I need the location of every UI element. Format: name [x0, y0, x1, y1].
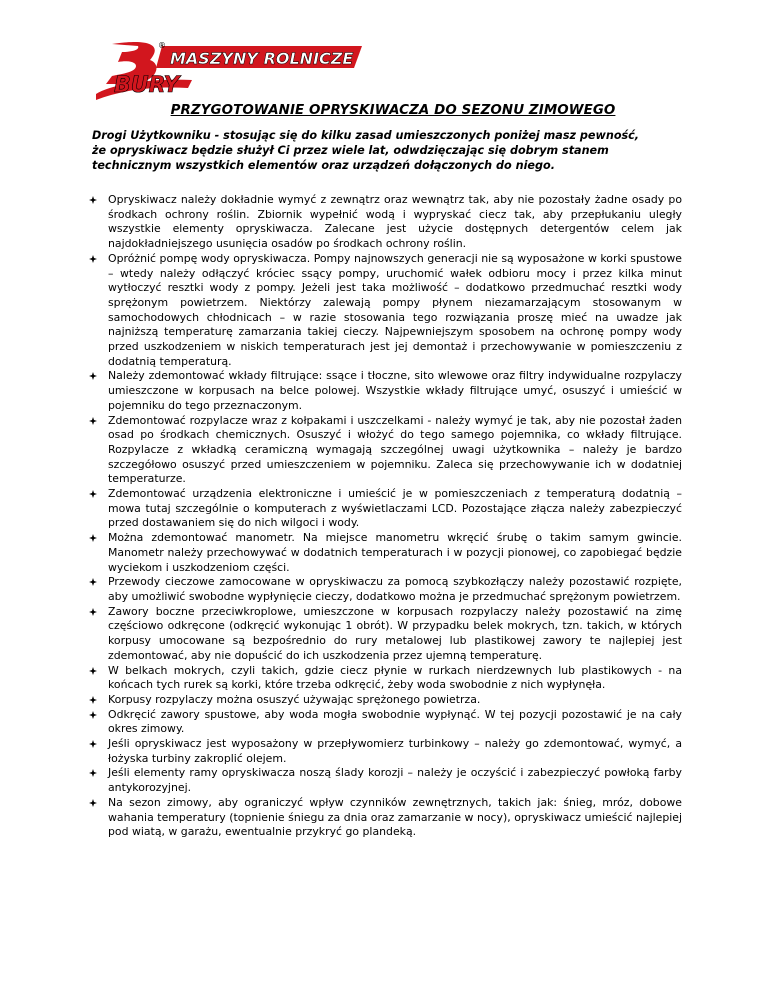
diamond-bullet-icon: [88, 664, 98, 678]
diamond-glyph: [89, 534, 97, 542]
bury-logo-graphic: [92, 38, 362, 104]
list-item-text: Korpusy rozpylaczy można osuszyć używając sprężonego powietrza.: [108, 692, 481, 706]
diamond-glyph: [89, 196, 97, 204]
diamond-glyph: [89, 711, 97, 719]
diamond-bullet-icon: [88, 737, 98, 751]
list-item: [88, 737, 682, 766]
list-item: [88, 766, 682, 795]
list-item-text: Zdemontować rozpylacze wraz z kołpakami i uszczelkami - należy wymyć je tak, aby nie pozostał żaden osad po środkach chemicznych. Osuszyć i włożyć do tego samego pojemnika, co wkłady filtrujące. Rozpylacze z wkładką ceramiczną wymagają szczególnej uwagi użytkownika – należy je bardzo szczegółowo osuszyć przed umieszczeniem w pojemniku. Zaleca się przechowywanie ich w dodatniej temperaturze.: [108, 413, 682, 486]
diamond-bullet-icon: [88, 531, 98, 545]
page-title: PRZYGOTOWANIE OPRYSKIWACZA DO SEZONU ZIMOWEGO: [170, 103, 616, 118]
diamond-glyph: [89, 417, 97, 425]
diamond-glyph: [89, 667, 97, 675]
instruction-list: [88, 193, 682, 840]
registered-mark: ®: [158, 41, 166, 50]
diamond-glyph: [89, 578, 97, 586]
diamond-glyph: [89, 608, 97, 616]
diamond-bullet-icon: [88, 487, 98, 501]
diamond-glyph: [89, 490, 97, 498]
list-item-text: Opryskiwacz należy dokładnie wymyć z zewnątrz oraz wewnątrz tak, aby nie pozostały żadne osady po środkach ochrony roślin. Zbiornik wypełnić wodą i wypryskać ciecz tak, aby przepłukaniu uległy wszystkie elementy opryskiwacza. Zalecane jest użycie dostępnych detergentów celem jak najdokładniejszego usunięcia osadów po środkach ochrony roślin.: [108, 193, 682, 251]
diamond-bullet-icon: [88, 193, 98, 207]
list-item: [88, 708, 682, 737]
list-item-text: Opróżnić pompę wody opryskiwacza. Pompy najnowszych generacji nie są wyposażone w korki spustowe – wtedy należy odłączyć króciec ssący pompy, uruchomić wałek odbioru mocy i przez kilka minut wytłoczyć resztki wody z pompy. Jeżeli jest taka możliwość – dodatkowo przedmuchać resztki wody sprężonym powietrzem. Niektórzy zalewają pompy płynem niezamarzającym stosowanym w samochodowych chłodnicach – w razie stosowania tego rozwiązania proszę mieć na uwadze jak najniższą temperaturę zamarzania takiej cieczy. Najpewniejszym sposobem na ochronę pompy wody przed uszkodzeniem w niskich temperaturach jest jej demontaż i przechowywanie w pomieszczeniu z dodatnią temperaturą.: [108, 251, 682, 368]
diamond-glyph: [89, 696, 97, 704]
intro-line: Drogi Użytkowniku - stosując się do kilku zasad umieszczonych poniżej masz pewność,: [92, 129, 640, 142]
diamond-glyph: [89, 769, 97, 777]
list-item-text: Można zdemontować manometr. Na miejsce manometru wkręcić śrubę o takim samym gwincie. Manometr należy przechowywać w dodatnich temperaturach i w pozycji pionowej, co zapobiegać będzie wyciekom i uszkodzeniom części.: [108, 531, 682, 574]
list-item: [88, 531, 682, 575]
list-item: [88, 664, 682, 693]
list-item-text: Odkręcić zawory spustowe, aby woda mogła swobodnie wypłynąć. W tej pozycji pozostawić je na cały okres zimowy.: [108, 707, 682, 736]
list-item-text: Jeśli elementy ramy opryskiwacza noszą ślady korozji – należy je oczyścić i zabezpieczyć powłoką farby antykorozyjnej.: [108, 766, 682, 795]
list-item: [88, 605, 682, 664]
intro-paragraph: [92, 128, 682, 173]
list-item-text: Należy zdemontować wkłady filtrujące: ssące i tłoczne, sito wlewowe oraz filtry indywidualne rozpylaczy umieszczone w korpusach na belce polowej. Wszystkie wkłady filtrujące umyć, osuszyć i umieścić w pojemniku do tego przeznaczonym.: [108, 369, 682, 412]
diamond-glyph: [89, 372, 97, 380]
diamond-bullet-icon: [88, 575, 98, 589]
logo-brand-text: BURY: [114, 73, 180, 98]
list-item: [88, 414, 682, 488]
list-item: [88, 693, 682, 708]
diamond-bullet-icon: [88, 369, 98, 383]
list-item: [88, 796, 682, 840]
list-item: [88, 487, 682, 531]
diamond-bullet-icon: [88, 766, 98, 780]
logo-tagline-text: MASZYNY ROLNICZE: [170, 49, 354, 68]
list-item: [88, 575, 682, 604]
diamond-glyph: [89, 740, 97, 748]
list-item: [88, 193, 682, 252]
diamond-glyph: [89, 799, 97, 807]
list-item-text: Przewody cieczowe zamocowane w opryskiwaczu za pomocą szybkozłączy należy pozostawić rozpięte, aby umożliwić swobodne wypłynięcie cieczy, dodatkowo można je przedmuchać sprężonym powietrzem.: [108, 575, 682, 603]
diamond-bullet-icon: [88, 693, 98, 707]
list-item-text: Zdemontować urządzenia elektroniczne i umieścić je w pomieszczeniach z temperaturą dodatnią – mowa tutaj szczególnie o komputerach z wyświetlaczami LCD. Pozostające złącza należy zabezpieczyć przed dostawaniem się do nich wilgoci i wody.: [108, 487, 682, 530]
diamond-bullet-icon: [88, 708, 98, 722]
list-item-text: Jeśli opryskiwacz jest wyposażony w przepływomierz turbinkowy – należy go zdemontować, wymyć, a łożyska turbiny zakroplić olejem.: [108, 737, 682, 765]
list-item: [88, 252, 682, 370]
bury-logo: [92, 38, 362, 104]
diamond-bullet-icon: [88, 252, 98, 266]
diamond-bullet-icon: [88, 605, 98, 619]
intro-line: że opryskiwacz będzie służył Ci przez wiele lat, odwdzięczając się dobrym stanem: [92, 144, 609, 157]
list-item-text: Zawory boczne przeciwkroplowe, umieszczone w korpusach rozpylaczy należy pozostawić na zimę częściowo odkręcone (odkręcić wykonując 1 obrót). W przypadku belek mokrych, tzn. takich, w których korpusy umocowane są bezpośrednio do rury metalowej lub plastikowej zawory te najlepiej jest zdemontować, aby nie dopuścić do ich uszkodzenia przez ujemną temperaturę.: [108, 604, 682, 662]
intro-line: technicznym wszystkich elementów oraz urządzeń dołączonych do niego.: [92, 159, 555, 172]
list-item-text: Na sezon zimowy, aby ograniczyć wpływ czynników zewnętrznych, takich jak: śnieg, mróz, dobowe wahania temperatury (topnienie śniegu za dnia oraz zamarzanie w nocy), opryskiwacz umieścić najlepiej pod wiatą, w garażu, ewentualnie przykryć go plandeką.: [108, 795, 682, 839]
diamond-bullet-icon: [88, 796, 98, 810]
diamond-glyph: [89, 255, 97, 263]
diamond-bullet-icon: [88, 414, 98, 428]
list-item-text: W belkach mokrych, czyli takich, gdzie ciecz płynie w rurkach nierdzewnych lub plastikowych - na końcach tych rurek są korki, które trzeba odkręcić, żeby woda swobodnie z nich wypłynęła.: [108, 663, 682, 692]
list-item: [88, 369, 682, 413]
